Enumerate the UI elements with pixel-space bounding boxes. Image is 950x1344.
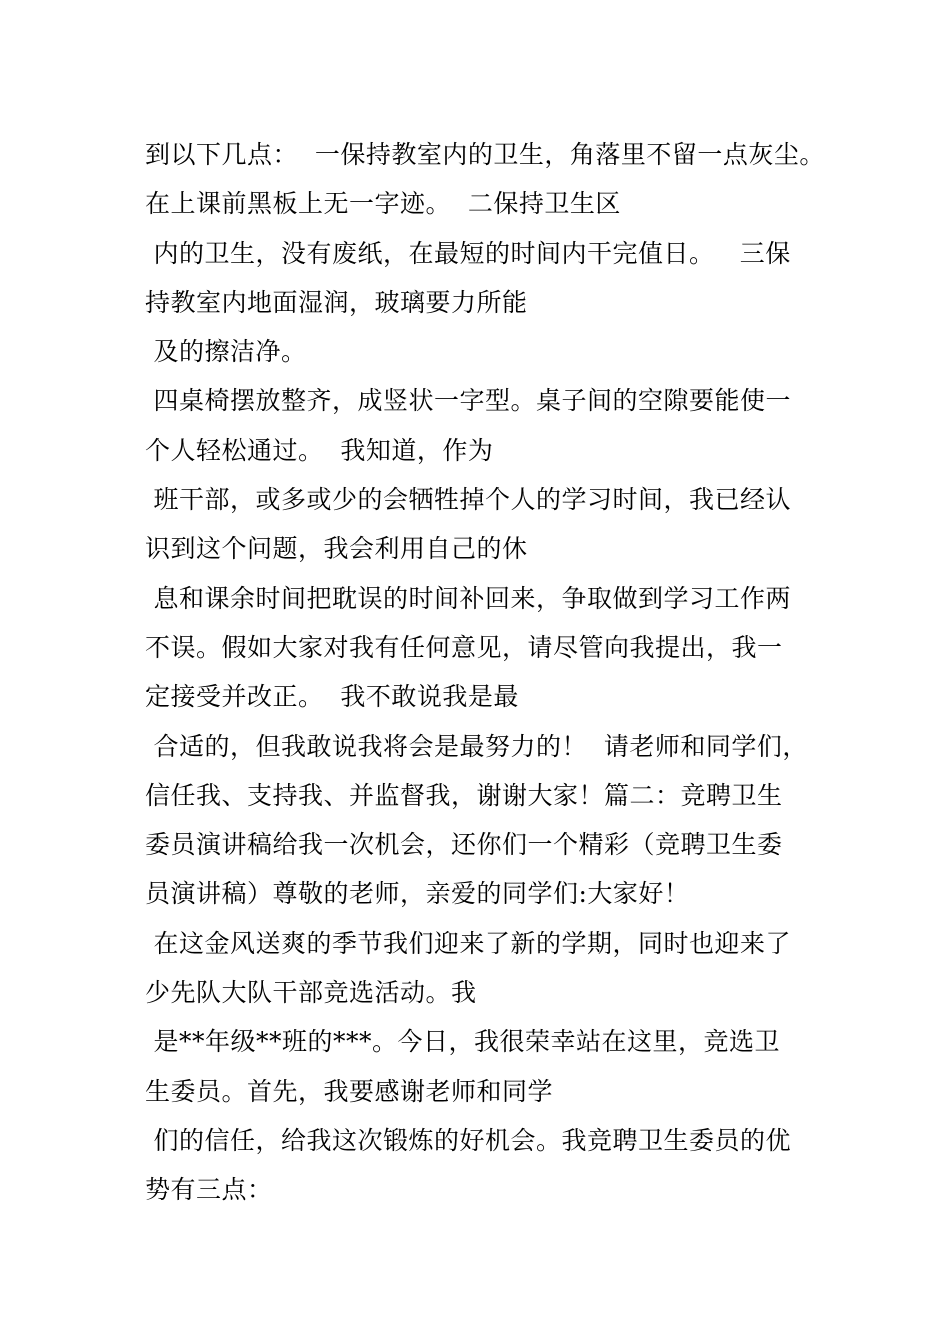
text-line: 持教室内地面湿润，玻璃要力所能	[145, 287, 528, 317]
text-line: 委员演讲稿给我一次机会，还你们一个精彩（竞聘卫生委	[145, 830, 783, 860]
text-line: 少先队大队干部竞选活动。我	[145, 978, 477, 1008]
text-line: 合适的，但我敢说我将会是最努力的！ 请老师和同学们，	[145, 731, 808, 761]
text-line: 不误。假如大家对我有任何意见，请尽管向我提出，我一	[145, 632, 783, 662]
text-line: 信任我、支持我、并监督我，谢谢大家！篇二：竞聘卫生	[145, 780, 783, 810]
text-line: 在上课前黑板上无一字迹。 二保持卫生区	[145, 189, 621, 219]
text-line: 四桌椅摆放整齐，成竖状一字型。桌子间的空隙要能使一	[145, 386, 791, 416]
text-line: 到以下几点： 一保持教室内的卫生，角落里不留一点灰尘。	[145, 140, 825, 169]
text-line: 个人轻松通过。 我知道，作为	[145, 435, 494, 465]
text-line: 内的卫生，没有废纸，在最短的时间内干完值日。 三保	[145, 238, 791, 268]
text-line: 生委员。首先，我要感谢老师和同学	[145, 1076, 554, 1106]
text-line: 势有三点：	[145, 1175, 273, 1205]
text-line: 在这金风送爽的季节我们迎来了新的学期，同时也迎来了	[145, 928, 791, 958]
text-line: 定接受并改正。 我不敢说我是最	[145, 682, 519, 712]
text-line: 班干部，或多或少的会牺牲掉个人的学习时间，我已经认	[145, 485, 791, 515]
text-line: 识到这个问题，我会利用自己的休	[145, 534, 528, 564]
text-line: 员演讲稿）尊敬的老师，亲爱的同学们:大家好！	[145, 879, 690, 909]
text-line: 是**年级**班的***。今日，我很荣幸站在这里，竞选卫	[145, 1027, 780, 1057]
text-line: 们的信任，给我这次锻炼的好机会。我竞聘卫生委员的优	[145, 1125, 791, 1155]
text-line: 息和课余时间把耽误的时间补回来，争取做到学习工作两	[145, 583, 791, 613]
text-line: 及的擦洁净。	[145, 337, 307, 367]
document-body-text	[145, 130, 835, 1215]
